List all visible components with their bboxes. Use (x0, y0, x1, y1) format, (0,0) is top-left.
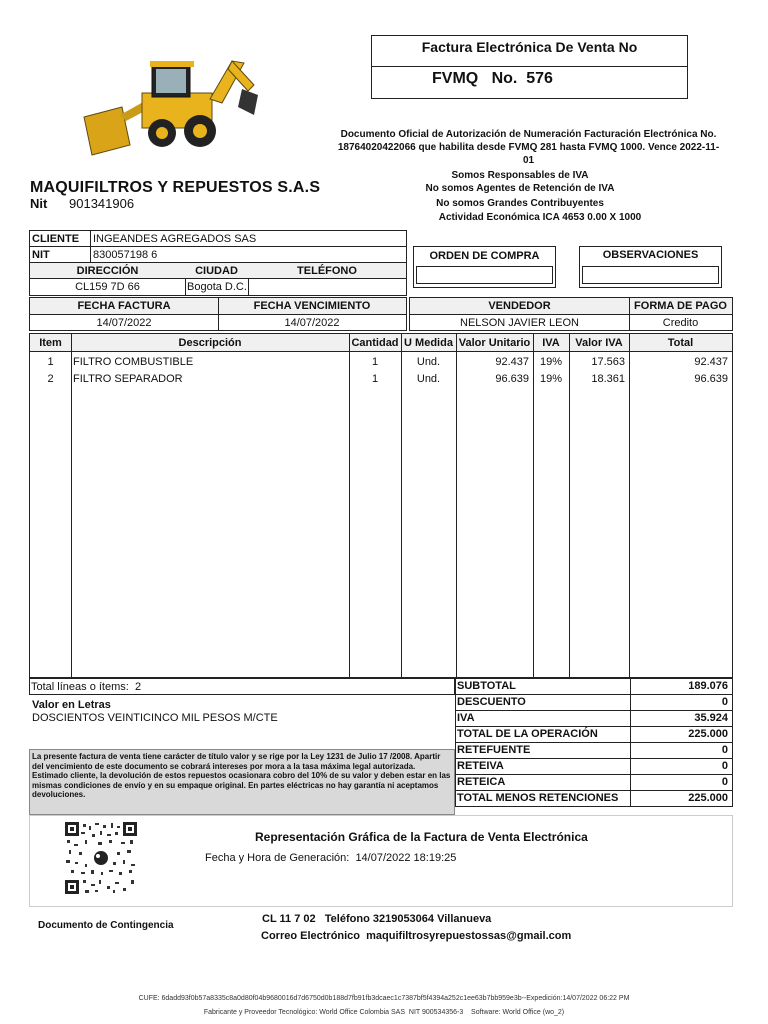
backhoe-loader-image (82, 55, 262, 160)
col-descripcion: Descripción (178, 337, 242, 349)
tax-line-1: Somos Responsables de IVA (451, 170, 589, 181)
footer-email: Correo Electrónico maquifiltrosyrepuestossas@gmail.com (261, 930, 572, 942)
col-total: Total (667, 337, 694, 349)
observations-box: OBSERVACIONES (579, 246, 722, 288)
retefuente-value: 0 (721, 744, 728, 756)
representation-title: Representación Gráfica de la Factura de Venta Electrónica (255, 830, 588, 844)
provider: Fabricante y Proveedor Tecnológico: World Office Colombia SAS NIT 900534356-3 Software: World Office (wo_2) (203, 1009, 565, 1016)
legal-notice: La presente factura de venta tiene carácter de título valor y se rige por la Ley 1231 de Julio 17 /2008. Apartir del vencimiento de este documento se cobrará intereses por mora a la tasa máxima legal autorizada. Estimado cliente, la devolución de estos repuestos ocasionara cobro del 10% de su valor y deben estar en las mismas condiciones de envío y en su empaque original. En partes eléctricas no hay garantía ni aceptamos devoluciones. (29, 749, 455, 815)
total-lines-box (29, 678, 455, 695)
tax-line-4: Actividad Económica ICA 4653 0.00 X 1000 (438, 212, 642, 223)
col-umedida: U Medida (404, 337, 453, 349)
due-date: 14/07/2022 (284, 317, 340, 329)
representation-box (29, 815, 733, 907)
footer-address: CL 11 7 02 Teléfono 3219053064 Villanueva (262, 913, 492, 925)
company-nit: Nit 901341906 (30, 196, 135, 211)
col-valor-iva: Valor IVA (575, 337, 623, 349)
invoice-title-box (371, 35, 688, 99)
client-city: Bogota D.C. (187, 281, 247, 293)
invoice-date: 14/07/2022 (96, 317, 152, 329)
contingency-label: Documento de Contingencia (38, 920, 174, 931)
total-lines: Total líneas o ítems: 2 (31, 681, 142, 693)
amount-words: DOSCIENTOS VEINTICINCO MIL PESOS M/CTE (32, 712, 278, 724)
purchase-order-box: ORDEN DE COMPRA (413, 246, 556, 288)
payment-method: Credito (662, 317, 699, 329)
discount-value: 0 (721, 696, 728, 708)
tax-line-3: No somos Grandes Contribuyentes (436, 198, 604, 209)
company-name: MAQUIFILTROS Y REPUESTOS S.A.S (30, 179, 321, 196)
total-operation-value: 225.000 (688, 728, 728, 740)
client-nit: 830057198 6 (93, 249, 158, 261)
seller-name: NELSON JAVIER LEON (460, 317, 579, 329)
client-address: CL159 7D 66 (75, 281, 140, 293)
invoice-title: Factura Electrónica De Venta No (421, 39, 638, 55)
seller-box: VENDEDOR FORMA DE PAGO NELSON JAVIER LEON Credito (409, 297, 733, 331)
invoice-number: FVMQ No. 576 (432, 70, 553, 87)
generation-datetime: Fecha y Hora de Generación: 14/07/2022 18:19:25 (205, 852, 457, 864)
col-item: Item (39, 337, 62, 349)
reteiva-value: 0 (721, 760, 728, 772)
dates-box: FECHA FACTURA FECHA VENCIMIENTO 14/07/2022 14/07/2022 (29, 297, 407, 331)
qr-code (65, 822, 137, 894)
reteica-value: 0 (721, 776, 728, 788)
subtotal-value: 189.076 (688, 680, 728, 692)
amount-words-label: Valor en Letras (32, 699, 111, 711)
authorization-text: Documento Oficial de Autorización de Numeración Facturación Electrónica No. 18764020422066 que habilita desde FVMQ 281 hasta FVMQ 1000. Vence 2022-11-01 (337, 129, 720, 166)
iva-value: 35.924 (694, 712, 728, 724)
col-iva: IVA (542, 337, 560, 349)
col-cantidad: Cantidad (351, 337, 399, 349)
tax-line-2: No somos Agentes de Retención de IVA (425, 183, 615, 194)
totals-table: SUBTOTAL 189.076 DESCUENTO 0 IVA 35.924 TOTAL DE LA OPERACIÓN 225.000 RETEFUENTE 0 RETEIVA 0 RETEICA 0 TOTAL MENOS RETENCIONES 225.000 (455, 678, 733, 807)
client-box: CLIENTE INGEANDES AGREGADOS SAS NIT 830057198 6 DIRECCIÓN CIUDAD TELÉFONO CL159 7D 66 Bogota D.C. (29, 230, 407, 296)
net-total-value: 225.000 (688, 792, 728, 804)
client-name: INGEANDES AGREGADOS SAS (93, 233, 257, 245)
items-table: Item Descripción Cantidad U Medida Valor Unitario IVA Valor IVA Total 1 FILTRO COMBUSTIBLE 1 Und. 92.437 19% 17.563 92.437 2 FILTRO SEPARADOR 1 Und. 96.639 19% 18.361 96.639 (29, 333, 733, 678)
col-valor-unitario: Valor Unitario (458, 337, 531, 349)
cufe: CUFE: 6dadd93f0b57a8335c8a0d80f04b9680016d7d6750d0b188d7fb91fb3dcaec1c7387bf5f4394a252c1ee63b7bb959e3b--Expedición:14/07/2022 06:22 PM (138, 995, 630, 1002)
